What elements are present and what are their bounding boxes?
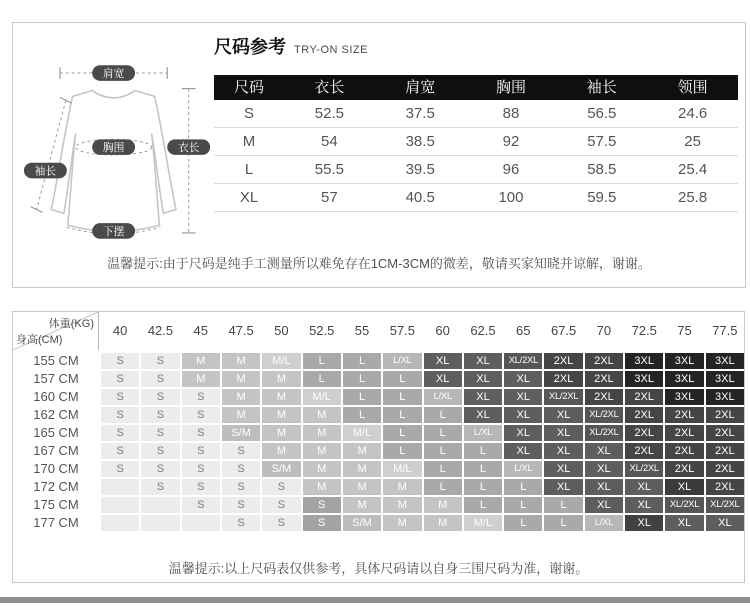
height-label-cell: 155 CM <box>33 353 79 368</box>
fit-size-cell: L <box>504 497 542 513</box>
weight-header-cell: 75 <box>677 323 692 338</box>
measurement-cell: 39.5 <box>405 161 435 178</box>
fit-size-cell: M <box>343 443 381 459</box>
weight-header-cell: 50 <box>274 323 289 338</box>
fit-size-cell: XL <box>585 443 623 459</box>
fit-size-cell: XL <box>504 389 542 405</box>
measurement-cell: 25.4 <box>677 161 708 178</box>
fit-size-cell: XL <box>544 425 582 441</box>
section-subtitle: TRY-ON SIZE <box>294 44 368 56</box>
fit-size-cell: XL <box>544 407 582 423</box>
fit-size-cell: S <box>182 497 220 513</box>
measurement-cell: 57 <box>321 189 338 206</box>
fit-size-cell: M <box>262 389 300 405</box>
height-label-cell: 175 CM <box>33 497 79 512</box>
sleeve-length-pill <box>24 163 67 179</box>
size-table-header-cell: 领围 <box>677 79 708 96</box>
fit-size-cell: S <box>141 371 179 387</box>
fit-size-cell: L <box>464 443 502 459</box>
fit-size-cell: L <box>464 497 502 513</box>
fit-size-cell: XL <box>625 515 663 531</box>
shoulder-width-pill <box>92 65 135 81</box>
fit-size-cell <box>141 515 179 531</box>
section-title-row <box>214 33 368 59</box>
fit-size-cell: S <box>222 497 260 513</box>
hem-pill <box>92 223 135 239</box>
fit-size-cell <box>101 515 139 531</box>
fit-size-cell: XL/2XL <box>504 353 542 369</box>
fit-size-cell: XL <box>504 425 542 441</box>
sleeve-length-label: 袖长 <box>34 165 57 178</box>
fit-size-cell: M <box>182 353 220 369</box>
measurement-cell: 40.5 <box>405 189 435 206</box>
fit-size-cell: M <box>303 461 341 477</box>
fit-size-cell: M/L <box>303 389 341 405</box>
fit-size-cell: S <box>222 461 260 477</box>
fit-size-cell: S <box>182 389 220 405</box>
fit-size-cell: M <box>222 371 260 387</box>
fit-matrix-row <box>13 407 744 423</box>
size-table-row <box>214 156 738 184</box>
measurement-cell: 25.8 <box>677 189 708 206</box>
height-label-cell: 157 CM <box>33 371 79 386</box>
fit-matrix-row <box>13 515 744 531</box>
fit-size-cell: M/L <box>383 461 421 477</box>
fit-matrix-row <box>13 497 744 513</box>
fit-matrix-row <box>13 479 744 495</box>
fit-size-cell: S <box>101 371 139 387</box>
fit-size-cell: M/L <box>464 515 502 531</box>
weight-header-cell: 70 <box>596 323 612 338</box>
garment-length-label: 衣长 <box>177 142 200 155</box>
fit-size-cell: XL/2XL <box>625 461 663 477</box>
fit-size-cell: XL/2XL <box>585 425 623 441</box>
measurement-cell: 88 <box>502 105 520 122</box>
weight-header-cell: 57.5 <box>389 323 415 338</box>
fit-size-cell: S <box>101 425 139 441</box>
fit-size-cell: M <box>343 461 381 477</box>
fit-size-cell: M <box>222 353 260 369</box>
height-label-cell: 172 CM <box>33 479 79 494</box>
weight-header-cell: 62.5 <box>470 323 496 338</box>
fit-size-cell: L <box>343 371 381 387</box>
fit-size-cell: 2XL <box>625 389 663 405</box>
size-table-header-cell: 尺码 <box>233 79 264 96</box>
weight-header-cell: 72.5 <box>631 323 657 338</box>
fit-size-cell: L <box>343 389 381 405</box>
fit-size-cell: XL <box>625 497 663 513</box>
fit-size-cell: L <box>383 425 421 441</box>
fit-size-cell: XL/2XL <box>544 389 582 405</box>
fit-size-cell <box>101 497 139 513</box>
weight-header-cell: 40 <box>112 323 128 338</box>
fit-size-cell: L/XL <box>383 353 421 369</box>
fit-size-cell: S <box>182 407 220 423</box>
fit-size-cell: S <box>262 515 300 531</box>
fit-size-cell: L <box>343 353 381 369</box>
measurement-cell: 54 <box>321 133 338 150</box>
size-table-row <box>214 100 738 128</box>
fit-size-cell: XL/2XL <box>665 497 703 513</box>
fit-size-cell: M <box>303 443 341 459</box>
fit-matrix-header <box>13 312 744 350</box>
fit-size-cell: L/XL <box>424 389 462 405</box>
fit-size-cell: S <box>141 443 179 459</box>
fit-size-cell: M <box>343 497 381 513</box>
measurement-cell: 58.5 <box>587 161 617 178</box>
fit-size-cell: 2XL <box>625 443 663 459</box>
measurement-cell: 38.5 <box>405 133 435 150</box>
fit-size-cell: S <box>182 425 220 441</box>
fit-size-cell: L <box>383 389 421 405</box>
fit-size-cell: XL <box>665 515 703 531</box>
fit-size-cell: XL <box>424 353 462 369</box>
fit-matrix-row <box>13 443 744 459</box>
weight-header-cell: 47.5 <box>228 323 254 338</box>
page-bottom-divider <box>0 597 750 603</box>
size-table-header <box>214 75 738 100</box>
fit-size-cell: S <box>141 389 179 405</box>
fit-size-cell <box>182 515 220 531</box>
size-reference-note: 温馨提示:由于尺码是纯手工测量所以难免存在1CM-3CM的微差，敬请买家知晓并谅解，谢谢。 <box>107 256 651 271</box>
fit-size-cell: S <box>101 461 139 477</box>
measurement-cell: 25 <box>684 133 701 150</box>
fit-size-cell: XL <box>665 479 703 495</box>
fit-size-cell: XL <box>544 479 582 495</box>
fit-size-cell: XL <box>585 479 623 495</box>
fit-size-cell: 3XL <box>665 389 703 405</box>
fit-size-cell: M <box>424 497 462 513</box>
size-cell: L <box>244 161 254 178</box>
fit-size-cell: S <box>141 425 179 441</box>
fit-size-cell: S <box>222 443 260 459</box>
fit-size-cell: 2XL <box>706 443 744 459</box>
size-reference-section <box>12 22 746 288</box>
measurement-cell: 24.6 <box>677 105 708 122</box>
fit-size-cell: S <box>101 407 139 423</box>
weight-header-cell: 42.5 <box>147 323 174 338</box>
fit-size-cell: 2XL <box>665 461 703 477</box>
size-cell: M <box>242 133 256 150</box>
fit-size-cell: XL <box>625 479 663 495</box>
fit-size-cell: S <box>141 461 179 477</box>
fit-size-cell: S <box>141 353 179 369</box>
fit-size-cell: M <box>182 371 220 387</box>
size-cell: S <box>243 105 254 122</box>
fit-size-cell: 2XL <box>544 353 582 369</box>
weight-header-cell: 55 <box>354 323 370 338</box>
fit-size-cell: XL <box>504 407 542 423</box>
fit-size-cell: L <box>504 515 542 531</box>
measurement-cell: 92 <box>502 133 520 150</box>
fit-size-cell: M <box>343 479 381 495</box>
fit-size-cell: 3XL <box>706 353 744 369</box>
fit-size-cell: M <box>222 407 260 423</box>
shirt-outline <box>51 91 176 232</box>
fit-size-cell: L <box>424 443 462 459</box>
fit-size-cell: M/L <box>343 425 381 441</box>
size-table-row <box>214 128 738 156</box>
size-cell: XL <box>239 189 259 206</box>
weight-axis-label: 体重(KG) <box>48 318 94 330</box>
fit-size-cell: M <box>262 371 300 387</box>
fit-size-cell: XL <box>424 371 462 387</box>
fit-size-cell: L <box>383 443 421 459</box>
fit-size-cell: XL <box>544 461 582 477</box>
weight-header-cell: 65 <box>516 323 531 338</box>
fit-matrix-note: 温馨提示:以上尺码表仅供参考，具体尺码请以自身三围尺码为准，谢谢。 <box>168 561 589 576</box>
fit-size-cell: M <box>262 407 300 423</box>
fit-size-cell: 2XL <box>706 461 744 477</box>
shirt-diagram-icon <box>21 61 216 242</box>
fit-size-cell: XL <box>464 371 502 387</box>
fit-size-cell: 3XL <box>706 389 744 405</box>
measurement-cell: 37.5 <box>405 105 435 122</box>
fit-size-cell: M <box>303 479 341 495</box>
fit-size-cell: M <box>222 389 260 405</box>
chest-pill <box>92 139 135 155</box>
fit-size-cell: L/XL <box>504 461 542 477</box>
fit-size-cell: S <box>101 353 139 369</box>
fit-size-cell: XL <box>464 407 502 423</box>
fit-matrix-row <box>13 353 744 369</box>
fit-matrix-row <box>13 425 744 441</box>
garment-length-pill <box>167 139 210 155</box>
size-table-header-cell: 胸围 <box>495 79 526 96</box>
fit-size-cell: XL/2XL <box>706 497 744 513</box>
fit-size-cell: S <box>262 497 300 513</box>
fit-size-cell: L <box>303 371 341 387</box>
fit-size-cell: M <box>303 425 341 441</box>
fit-size-cell: S <box>141 407 179 423</box>
fit-size-cell: XL <box>504 371 542 387</box>
fit-size-cell: 3XL <box>665 371 703 387</box>
height-label-cell: 170 CM <box>33 461 79 476</box>
fit-size-cell: XL <box>504 443 542 459</box>
fit-size-cell: 2XL <box>665 443 703 459</box>
fit-size-cell <box>101 479 139 495</box>
weight-header-cell: 45 <box>193 323 209 338</box>
fit-size-cell: 2XL <box>625 425 663 441</box>
fit-size-cell: XL/2XL <box>585 407 623 423</box>
garment-diagram <box>21 61 216 242</box>
fit-size-cell: S <box>222 479 260 495</box>
fit-matrix-row <box>13 371 744 387</box>
fit-size-cell: L <box>424 407 462 423</box>
fit-matrix-section <box>12 311 745 583</box>
fit-size-cell: S <box>303 515 341 531</box>
fit-matrix-row <box>13 461 744 477</box>
size-table-header-cell: 肩宽 <box>405 79 436 96</box>
fit-size-cell: 3XL <box>625 353 663 369</box>
fit-size-cell: L <box>464 461 502 477</box>
fit-size-cell: 2XL <box>585 353 623 369</box>
fit-matrix-row <box>13 389 744 405</box>
fit-size-cell: L <box>383 371 421 387</box>
measurement-cell: 100 <box>498 189 524 206</box>
fit-size-cell: 2XL <box>665 407 703 423</box>
height-axis-label: 身高(CM) <box>16 334 63 346</box>
size-table-body <box>214 100 738 212</box>
size-table-header-cell: 衣长 <box>314 79 345 96</box>
fit-size-cell: L <box>303 353 341 369</box>
hem-label: 下摆 <box>102 225 125 238</box>
height-label-cell: 167 CM <box>33 443 79 458</box>
measurement-cell: 59.5 <box>587 189 617 206</box>
measurement-cell: 57.5 <box>587 133 617 150</box>
corner-cell <box>13 312 99 350</box>
fit-size-cell: S <box>182 461 220 477</box>
fit-matrix-body <box>13 353 744 531</box>
fit-size-cell: XL <box>464 353 502 369</box>
fit-size-cell: 2XL <box>625 407 663 423</box>
measurement-cell: 55.5 <box>314 161 344 178</box>
fit-size-cell: M <box>303 407 341 423</box>
height-label-cell: 165 CM <box>33 425 79 440</box>
fit-size-cell: M <box>383 479 421 495</box>
fit-size-cell: L <box>504 479 542 495</box>
weight-header-cell: 77.5 <box>712 323 738 338</box>
height-label-cell: 177 CM <box>33 515 79 530</box>
fit-size-cell: S/M <box>262 461 300 477</box>
fit-size-cell: 3XL <box>625 371 663 387</box>
height-label-cell: 160 CM <box>33 389 79 404</box>
fit-size-cell: L <box>424 461 462 477</box>
fit-size-cell: XL <box>464 389 502 405</box>
fit-size-cell: L/XL <box>464 425 502 441</box>
fit-size-cell: 2XL <box>544 371 582 387</box>
fit-size-cell: S <box>182 479 220 495</box>
weight-header-cell: 67.5 <box>550 323 577 338</box>
fit-size-cell: S <box>303 497 341 513</box>
chest-label: 胸围 <box>102 142 125 155</box>
fit-size-cell: M/L <box>262 353 300 369</box>
fit-size-cell: XL <box>706 515 744 531</box>
size-table-header-cell: 袖长 <box>586 79 617 96</box>
fit-size-cell: 3XL <box>706 371 744 387</box>
fit-size-cell: L <box>424 425 462 441</box>
fit-size-cell: L/XL <box>585 515 623 531</box>
fit-size-cell: L <box>544 497 582 513</box>
fit-size-cell: XL <box>585 461 623 477</box>
fit-size-cell: L <box>424 479 462 495</box>
fit-size-cell: 2XL <box>585 389 623 405</box>
fit-size-cell: S/M <box>222 425 260 441</box>
fit-size-cell: M <box>424 515 462 531</box>
fit-size-cell: S <box>101 443 139 459</box>
fit-size-cell: M <box>383 497 421 513</box>
fit-size-cell: 2XL <box>706 425 744 441</box>
fit-size-cell: L <box>343 407 381 423</box>
fit-size-cell: S <box>101 389 139 405</box>
fit-size-cell: S <box>262 479 300 495</box>
fit-size-cell: L <box>383 407 421 423</box>
fit-size-cell: 3XL <box>665 353 703 369</box>
fit-size-cell <box>141 497 179 513</box>
fit-size-cell: M <box>262 443 300 459</box>
fit-size-cell: L <box>544 515 582 531</box>
fit-size-cell: S <box>141 479 179 495</box>
fit-size-cell: S <box>222 515 260 531</box>
shoulder-width-label: 肩宽 <box>102 67 125 80</box>
weight-header-cell: 52.5 <box>309 323 335 338</box>
height-label-cell: 162 CM <box>33 407 79 422</box>
fit-size-cell: 2XL <box>665 425 703 441</box>
fit-size-cell: M <box>262 425 300 441</box>
measurement-cell: 96 <box>502 161 520 178</box>
fit-size-cell: XL <box>544 443 582 459</box>
fit-size-cell: XL <box>585 497 623 513</box>
fit-size-cell: 2XL <box>706 407 744 423</box>
size-table-row <box>214 184 738 212</box>
fit-size-cell: S/M <box>343 515 381 531</box>
fit-size-cell: M <box>383 515 421 531</box>
fit-size-cell: 2XL <box>585 371 623 387</box>
measurement-cell: 56.5 <box>587 105 617 122</box>
size-table <box>214 75 738 212</box>
fit-size-cell: L <box>464 479 502 495</box>
measurement-cell: 52.5 <box>314 105 344 122</box>
fit-size-cell: S <box>182 443 220 459</box>
fit-size-cell: 2XL <box>706 479 744 495</box>
weight-header-cell: 60 <box>435 323 450 338</box>
section-title: 尺码参考 <box>214 37 286 57</box>
